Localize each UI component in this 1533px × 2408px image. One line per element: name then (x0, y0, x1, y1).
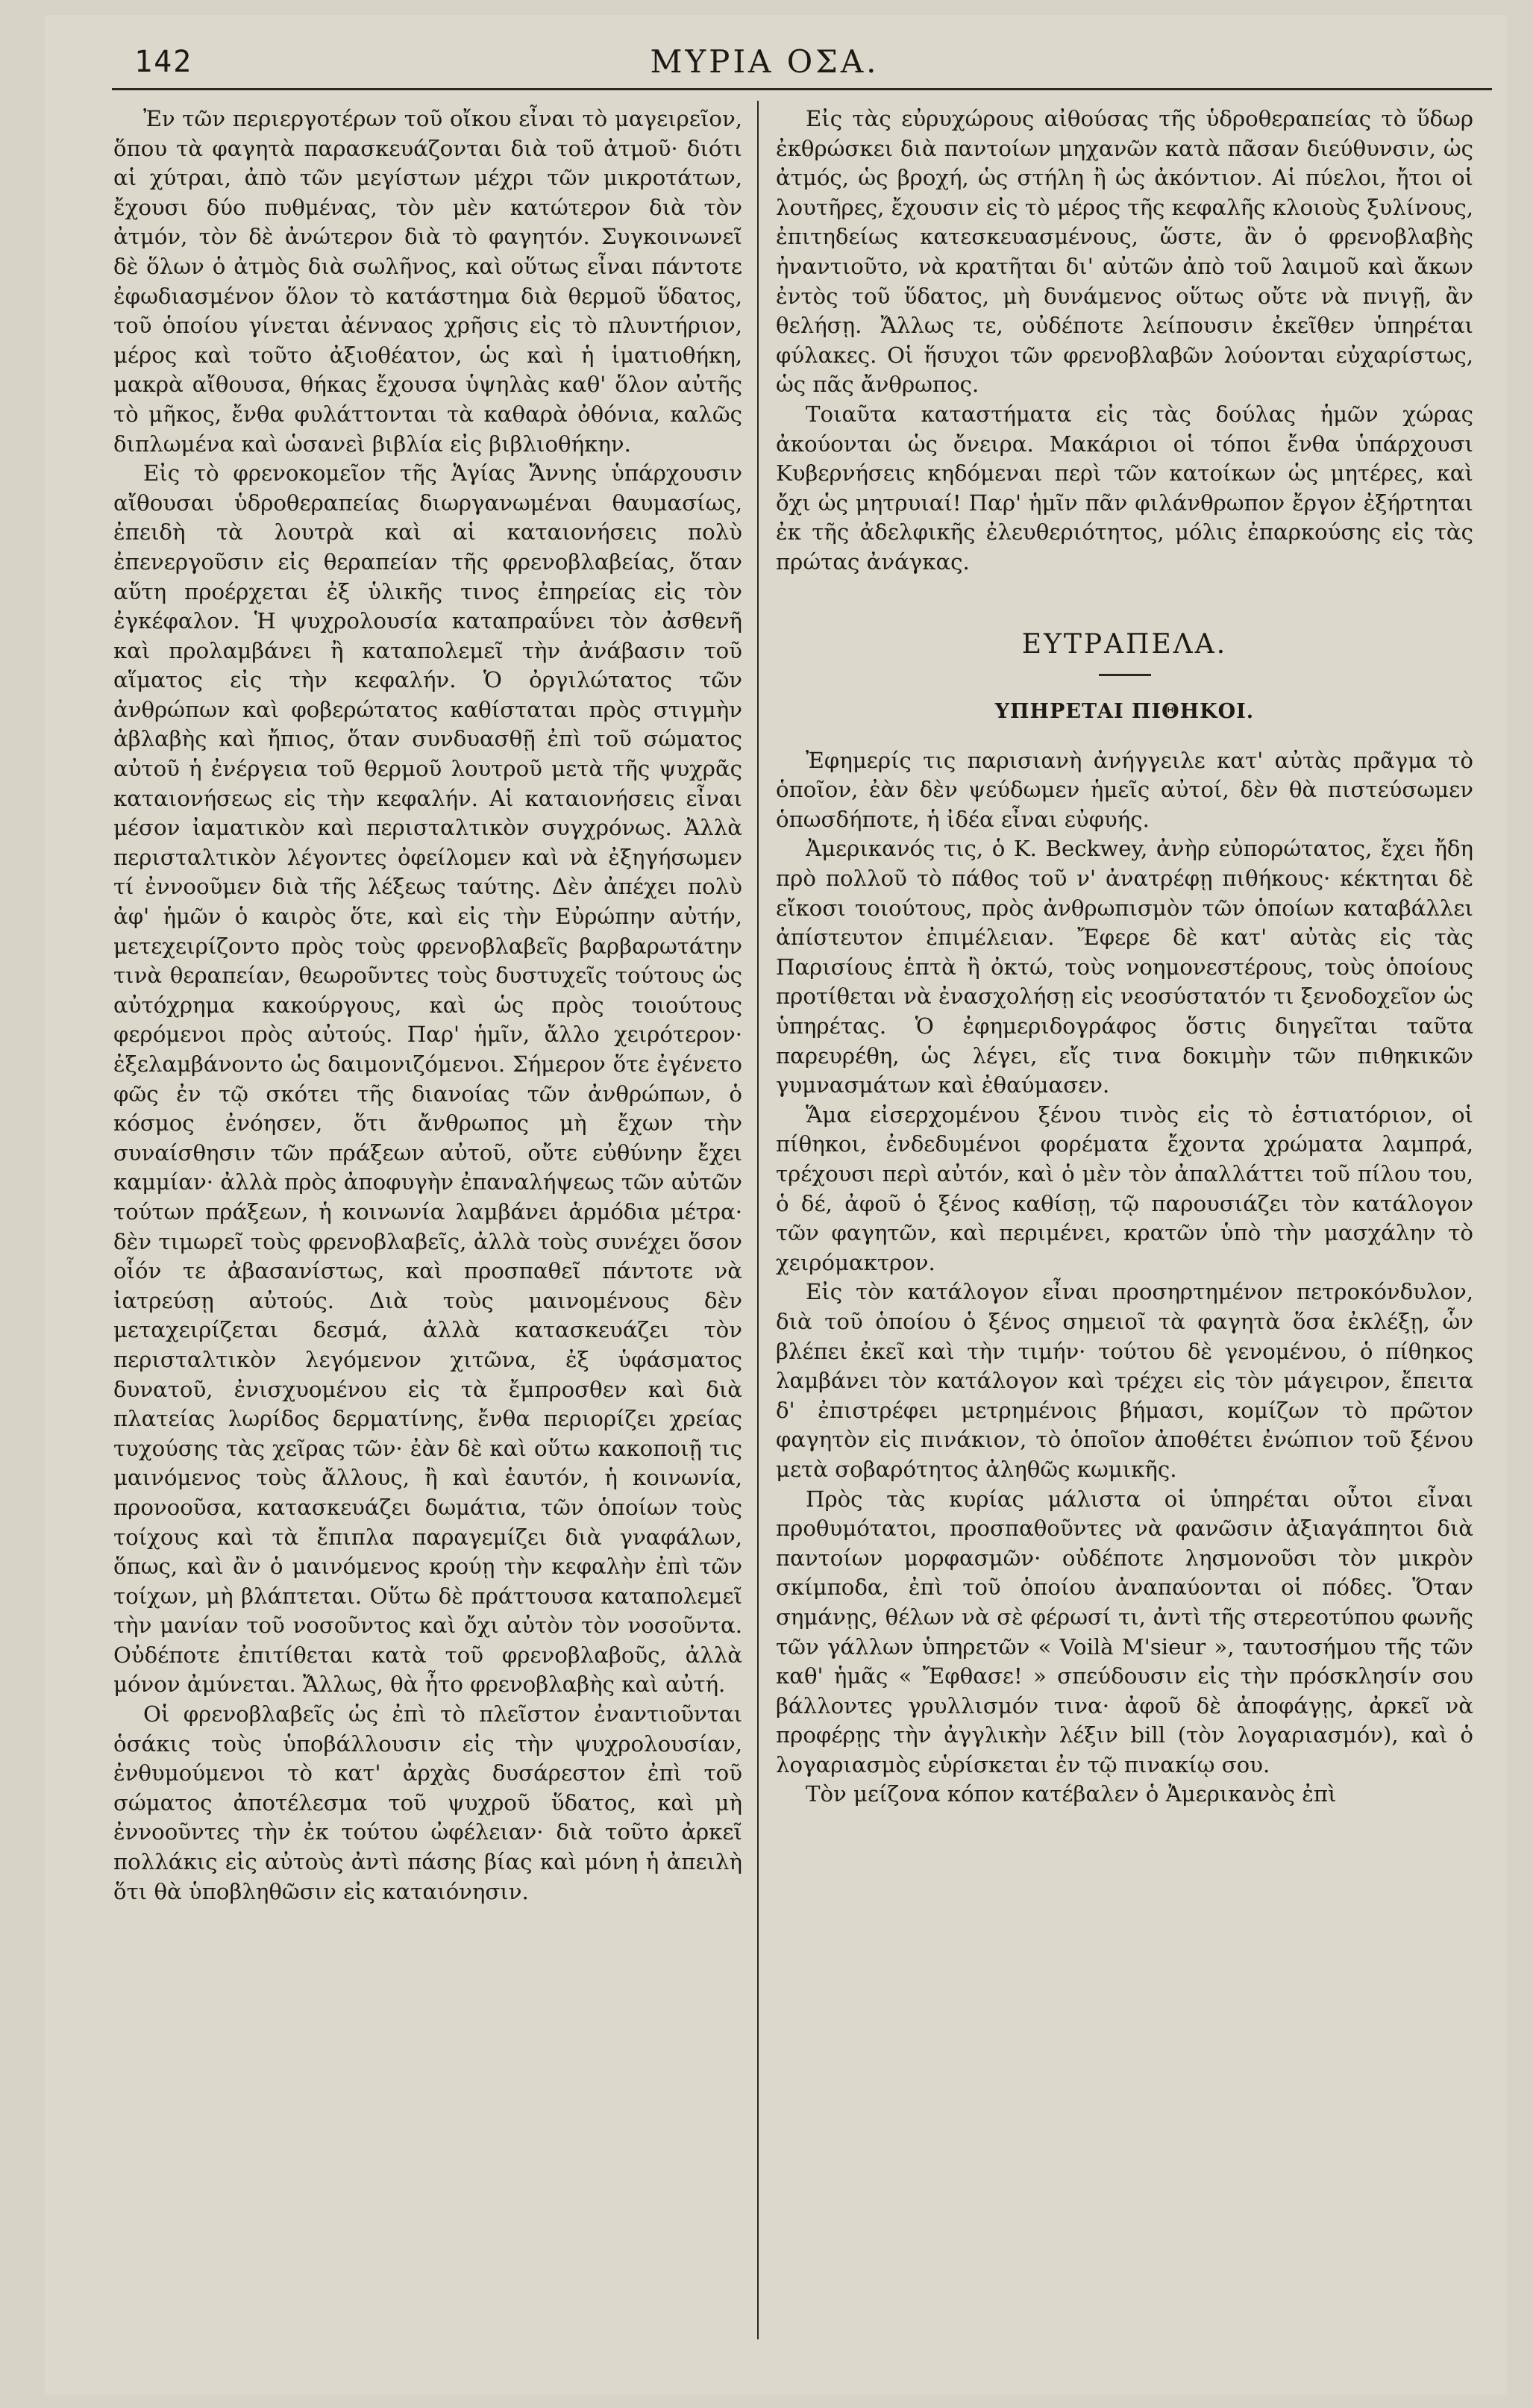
article-paragraph: Ἐφημερίς τις παρισιανὴ ἀνήγγειλε κατ' αὐτὰς πρᾶγμα τὸ ὁποῖον, ἐὰν δὲν ψεύδωμεν ἡμεῖς αὐτοί, δὲν θὰ πιστεύσωμεν ὁπωσδήποτε, ἡ ἰδέα εἶναι εὐφυής. (776, 747, 1473, 832)
left-column (113, 104, 742, 1907)
article-paragraph: Ἀμερικανός τις, ὁ Κ. Beckwey, ἀνὴρ εὐπορώτατος, ἔχει ἤδη πρὸ πολλοῦ τὸ πάθος τοῦ ν' ἀνατρέφῃ πιθήκους· κέκτηται δὲ εἴκοσι τοιούτους, πρὸς ἀνθρωπισμὸν τῶν ὁποίων καταβάλλει ἀπίστευτον ἐπιμέλειαν. Ἔφερε δὲ κατ' αὐτὰς εἰς τὰς Παρισίους ἑπτὰ ἢ ὀκτώ, τοὺς νοημονεστέρους, τοὺς ὁποίους προτίθεται νὰ ἐνασχολήσῃ εἰς νεοσύστατόν τι ξενοδοχεῖον ὡς ὑπηρέτας. Ὁ ἐφημεριδογράφος ὅστις διηγεῖται ταῦτα παρευρέθη, ὡς λέγει, εἴς τινα δοκιμὴν τῶν πιθηκικῶν γυμνασμάτων καὶ ἐθαύμασεν. (776, 836, 1473, 1098)
article-paragraph: Τοιαῦτα καταστήματα εἰς τὰς δούλας ἡμῶν χώρας ἀκούονται ὡς ὄνειρα. Μακάριοι οἱ τόποι ἔνθα ὑπάρχουσι Κυβερνήσεις κηδόμεναι περὶ τῶν κατοίκων ὡς μητέρες, καὶ ὄχι ὡς μητρυιαί! Παρ' ἡμῖν πᾶν φιλάνθρωπον ἔργον ἐξήρτηται ἐκ τῆς ἀδελφικῆς ἐλευθεριότητος, μόλις ἐπαρκούσης εἰς τὰς πρώτας ἀνάγκας. (776, 401, 1473, 575)
article-paragraph: Εἰς τὰς εὐρυχώρους αἰθούσας τῆς ὑδροθεραπείας τὸ ὕδωρ ἐκθρώσκει διὰ παντοίων μηχανῶν κατὰ πᾶσαν διεύθυνσιν, ὡς ἀτμός, ὡς βροχή, ὡς στήλη ἢ ὡς ἀκόντιον. Αἱ πύελοι, ἤτοι οἱ λουτῆρες, ἔχουσιν εἰς τὸ μέρος τῆς κεφαλῆς κλοιοὺς ξυλίνους, ἐπιτηδείως κατεσκευασμένους, ὥστε, ἂν ὁ φρενοβλαβὴς ἠναντιοῦτο, νὰ κρατῆται δι' αὐτῶν ἀπὸ τοῦ λαιμοῦ καὶ ἄκων ἐντὸς τοῦ ὕδατος, μὴ δυνάμενος οὕτως οὔτε νὰ πνιγῇ, ἂν θελήσῃ. Ἄλλως τε, οὐδέποτε λείπουσιν ἐκεῖθεν ὑπηρέται φύλακες. Οἱ ἥσυχοι τῶν φρενοβλαβῶν λούονται εὐχαρίστως, ὡς πᾶς ἄνθρωπος. (776, 106, 1473, 398)
page-number: 142 (134, 45, 193, 79)
article-paragraph: Ἐν τῶν περιεργοτέρων τοῦ οἴκου εἶναι τὸ μαγειρεῖον, ὅπου τὰ φαγητὰ παρασκευάζονται διὰ τοῦ ἀτμοῦ· διότι αἱ χύτραι, ἀπὸ τῶν μεγίστων μέχρι τῶν μικροτάτων, ἔχουσι δύο πυθμένας, τὸν μὲν κατώτερον διὰ τὸν ἀτμόν, τὸν δὲ ἀνώτερον διὰ τὸ φαγητόν. Συγκοινωνεῖ δὲ ὅλων ὁ ἀτμὸς διὰ σωλῆνος, καὶ οὕτως εἶναι πάντοτε ἐφωδιασμένον ὅλον τὸ κατάστημα διὰ θερμοῦ ὕδατος, τοῦ ὁποίου γίνεται ἀένναος χρῆσις εἰς τὸ πλυντήριον, μέρος καὶ τοῦτο ἀξιοθέατον, ὡς καὶ ἡ ἱματιοθήκη, μακρὰ αἴθουσα, θήκας ἔχουσα ὑψηλὰς καθ' ὅλον αὐτῆς τὸ μῆκος, ἔνθα φυλάττονται τὰ καθαρὰ ὀθόνια, καλῶς διπλωμένα καὶ ὡσανεὶ βιβλία εἰς βιβλιοθήκην. (113, 106, 742, 457)
article-paragraph: Εἰς τὸ φρενοκομεῖον τῆς Ἁγίας Ἄννης ὑπάρχουσιν αἴθουσαι ὑδροθεραπείας διωργανωμέναι θαυμασίως, ἐπειδὴ τὰ λουτρὰ καὶ αἱ καταιονήσεις πολὺ ἐπενεργοῦσιν εἰς θεραπείαν τῆς φρενοβλαβείας, ὅταν αὕτη προέρχεται ἐξ ὑλικῆς τινος ἐπηρείας εἰς τὸν ἐγκέφαλον. Ἡ ψυχρολουσία καταπραΰνει τὸν ἀσθενῆ καὶ προλαμβάνει ἢ καταπολεμεῖ τὴν ἀνάβασιν τοῦ αἵματος εἰς τὴν κεφαλήν. Ὁ ὀργιλώτατος τῶν ἀνθρώπων καὶ φοβερώτατος καθίσταται πρὸς στιγμὴν ἀβλαβὴς καὶ ἤπιος, ὅταν συνδυασθῇ ἐπὶ τοῦ σώματος αὐτοῦ ἡ ἐνέργεια τοῦ θερμοῦ λουτροῦ μετὰ τῆς ψυχρᾶς καταιονήσεως εἰς τὴν κεφαλήν. Αἱ καταιονήσεις εἶναι μέσον ἰαματικὸν καὶ περισταλτικὸν συγχρόνως. Ἀλλὰ περισταλτικὸν λέγοντες ὀφείλομεν καὶ νὰ ἐξηγήσωμεν τί ἐννοοῦμεν διὰ τῆς λέξεως ταύτης. Δὲν ἀπέχει πολὺ ἀφ' ἡμῶν ὁ καιρὸς ὅτε, καὶ εἰς τὴν Εὐρώπην αὐτήν, μετεχειρίζοντο πρὸς τοὺς φρενοβλαβεῖς βαρβαρωτάτην τινὰ θεραπείαν, θεωροῦντες τοὺς δυστυχεῖς τούτους ὡς αὐτόχρημα κακούργους, καὶ ὡς πρὸς τοιούτους φερόμενοι πρὸς αὐτούς. Παρ' ἡμῖν, ἄλλο χειρότερον· ἐξελαμβάνοντο ὡς δαιμονιζόμενοι. Σήμερον ὅτε ἐγένετο φῶς ἐν τῷ σκότει τῆς διανοίας τῶν ἀνθρώπων, ὁ κόσμος ἐνόησεν, ὅτι ἄνθρωπος μὴ ἔχων τὴν συναίσθησιν τῶν πράξεων αὐτοῦ, οὔτε εὐθύνην ἔχει καμμίαν· ἀλλὰ πρὸς ἀποφυγὴν ἐπαναλήψεως τῶν αὐτῶν τούτων πράξεων, ἡ κοινωνία λαμβάνει ἁρμόδια μέτρα· δὲν τιμωρεῖ τοὺς φρενοβλαβεῖς, ἀλλὰ τοὺς συνέχει ὅσον οἷόν τε ἀβασανίστως, καὶ προσπαθεῖ πάντοτε νὰ ἰατρεύσῃ αὐτούς. Διὰ τοὺς μαινομένους δὲν μεταχειρίζεται δεσμά, ἀλλὰ κατασκευάζει τὸν περισταλτικὸν λεγόμενον χιτῶνα, ἐξ ὑφάσματος δυνατοῦ, ἐνισχυομένου εἰς τὰ ἔμπροσθεν καὶ διὰ πλατείας λωρίδος δερματίνης, ἔνθα περιορίζει χρείας τυχούσης τὰς χεῖρας τῶν· ἐὰν δὲ καὶ οὕτω κακοποιῇ τις μαινόμενος τοὺς ἄλλους, ἢ καὶ ἑαυτόν, ἡ κοινωνία, προνοοῦσα, κατασκευάζει δωμάτια, τῶν ὁποίων τοὺς τοίχους καὶ τὰ ἔπιπλα παραγεμίζει διὰ γναφάλων, ὅπως, καὶ ἂν ὁ μαινόμενος κρούῃ τὴν κεφαλὴν ἐπὶ τῶν τοίχων, μὴ βλάπτεται. Οὕτω δὲ πράττουσα καταπολεμεῖ τὴν μανίαν τοῦ νοσοῦντος καὶ ὄχι αὐτὸν τὸν νοσοῦντα. Οὐδέποτε ἐπιτίθεται κατὰ τοῦ φρενοβλαβοῦς, ἀλλὰ μόνον ἀμύνεται. Ἄλλως, θὰ ἦτο φρενοβλαβὴς καὶ αὐτή. (113, 460, 742, 1698)
running-head (45, 15, 1485, 82)
journal-title: ΜΥΡΙΑ ΟΣΑ. (650, 43, 880, 80)
article-paragraph: Πρὸς τὰς κυρίας μάλιστα οἱ ὑπηρέται οὗτοι εἶναι προθυμότατοι, προσπαθοῦντες νὰ φανῶσιν ἀξιαγάπητοι διὰ παντοίων μορφασμῶν· οὐδέποτε λησμονοῦσι τὸν μικρὸν σκίμποδα, ἐπὶ τοῦ ὁποίου ἀναπαύονται οἱ πόδες. Ὅταν σημάνῃς, θέλων νὰ σὲ φέρωσί τι, ἀντὶ τῆς στερεοτύπου φωνῆς τῶν γάλλων ὑπηρετῶν « Voilà M'sieur », ταυτοσήμου τῆς τῶν καθ' ἡμᾶς « Ἔφθασε! » σπεύδουσιν εἰς τὴν πρόσκλησίν σου βάλλοντες γρυλλισμόν τινα· ἀφοῦ δὲ ἀποφάγῃς, ἀρκεῖ νὰ προφέρῃς τὴν ἀγγλικὴν λέξιν bill (τὸν λογαριασμόν), καὶ ὁ λογαριασμὸς εὑρίσκεται ἐν τῷ πινακίῳ σου. (776, 1486, 1473, 1777)
header-rule (112, 88, 1492, 90)
article-paragraph: Εἰς τὸν κατάλογον εἶναι προσηρτημένον πετροκόνδυλον, διὰ τοῦ ὁποίου ὁ ξένος σημειοῖ τὰ φαγητὰ ὅσα ἐκλέξῃ, ὧν βλέπει ἐκεῖ καὶ τὴν τιμήν· τούτου δὲ γενομένου, ὁ πίθηκος λαμβάνει τὸν κατάλογον καὶ τρέχει εἰς τὸν μάγειρον, ἔπειτα δ' ἐπιστρέφει μετρημένοις βήμασι, κομίζων τὸ πρῶτον φαγητὸν εἰς πινάκιον, τὸ ὁποῖον ἀποθέτει ἐνώπιον τοῦ ξένου μετὰ σοβαρότητος ἀληθῶς κωμικῆς. (776, 1279, 1473, 1482)
article-paragraph: Τὸν μείζονα κόπον κατέβαλεν ὁ Ἀμερικανὸς ἐπὶ (806, 1781, 1337, 1807)
section-rule (1099, 674, 1151, 676)
article-subheading: ΥΠΗΡΕΤΑΙ ΠΙΘΗΚΟΙ. (994, 700, 1255, 724)
article-paragraph: Ἅμα εἰσερχομένου ξένου τινὸς εἰς τὸ ἑστιατόριον, οἱ πίθηκοι, ἐνδεδυμένοι φορέματα ἔχοντα χρώματα λαμπρά, τρέχουσι περὶ αὐτόν, καὶ ὁ μὲν τὸν ἀπαλλάττει τοῦ πίλου του, ὁ δέ, ἀφοῦ ὁ ξένος καθίσῃ, τῷ παρουσιάζει τὸν κατάλογον τῶν φαγητῶν, καὶ περιμένει, κρατῶν ὑπὸ τὴν μασχάλην τὸ χειρόμακτρον. (776, 1101, 1473, 1275)
column-divider (757, 101, 759, 2339)
right-column (776, 104, 1473, 1810)
article-paragraph: Οἱ φρενοβλαβεῖς ὡς ἐπὶ τὸ πλεῖστον ἐναντιοῦνται ὁσάκις τοὺς ὑποβάλλουσιν εἰς τὴν ψυχρολουσίαν, ἐνθυμούμενοι τὸ κατ' ἀρχὰς δυσάρεστον ἐπὶ τοῦ σώματος ἀποτέλεσμα τοῦ ψυχροῦ ὕδατος, καὶ μὴ ἐννοοῦντες τὴν ἐκ τούτου ὠφέλειαν· διὰ τοῦτο ἀρκεῖ πολλάκις εἰς αὐτοὺς ἀντὶ πάσης βίας καὶ μόνη ἡ ἀπειλὴ ὅτι θὰ ὑποβληθῶσιν εἰς καταιόνησιν. (113, 1701, 742, 1904)
section-heading: ΕΥΤΡΑΠΕΛΑ. (1021, 628, 1228, 660)
